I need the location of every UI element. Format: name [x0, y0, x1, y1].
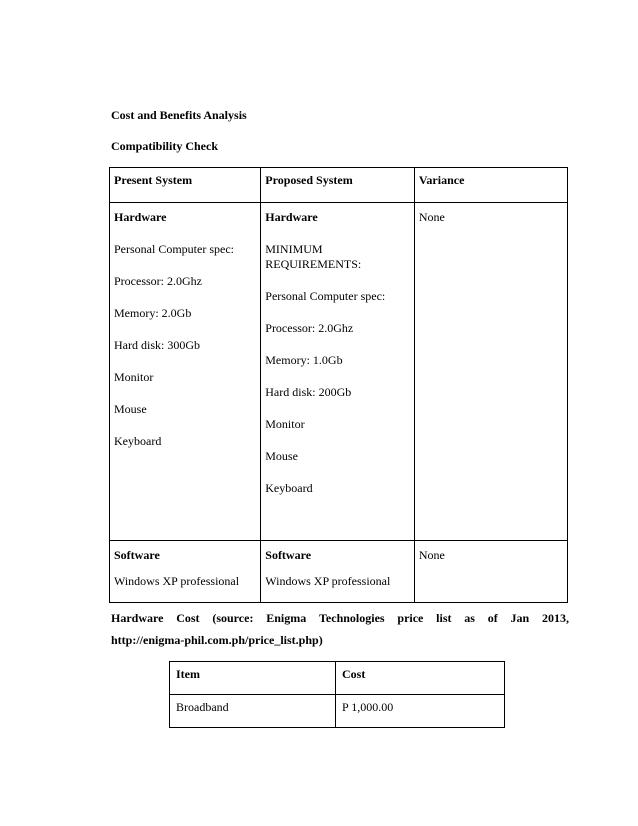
hwcost-word: (source:	[212, 611, 254, 625]
hwcost-word: Cost	[176, 611, 200, 625]
hwcost-word: of	[487, 611, 498, 625]
cell-proposed-hardware	[261, 203, 415, 541]
header-cost: Cost	[336, 662, 505, 695]
header-variance: Variance	[414, 168, 567, 203]
cell-variance-software	[414, 541, 567, 603]
cost-item-cell: Broadband	[170, 695, 336, 728]
header-present-system: Present System	[110, 168, 261, 203]
present-hw-line: Monitor	[114, 370, 154, 384]
present-hw-line: Hard disk: 300Gb	[114, 338, 200, 352]
hwcost-word: Enigma	[266, 611, 307, 625]
proposed-sw-line: Windows XP professional	[265, 574, 391, 588]
header-proposed-system: Proposed System	[261, 168, 415, 203]
present-hw-line: Processor: 2.0Ghz	[114, 274, 202, 288]
cell-present-hardware	[110, 203, 261, 541]
variance-hardware-value: None	[418, 210, 445, 224]
hwcost-word: Technologies	[319, 611, 385, 625]
compatibility-table	[109, 167, 568, 603]
proposed-software-heading: Software	[265, 548, 312, 562]
table-row-software	[110, 541, 568, 603]
section-heading-compatibility: Compatibility Check	[111, 139, 219, 153]
hwcost-word: list	[436, 611, 452, 625]
proposed-hw-line: Processor: 2.0Ghz	[265, 321, 354, 335]
proposed-hw-line: Monitor	[265, 417, 305, 431]
table-row	[170, 695, 505, 728]
hwcost-word: as	[464, 611, 475, 625]
header-item: Item	[170, 662, 336, 695]
cell-proposed-software	[261, 541, 415, 603]
proposed-hw-line: MINIMUM REQUIREMENTS:	[265, 242, 362, 271]
cost-value-cell: P 1,000.00	[336, 695, 505, 728]
hwcost-word: price	[397, 611, 424, 625]
hwcost-word: 2013,	[542, 611, 569, 625]
table-row-hardware	[110, 203, 568, 541]
present-hw-line: Personal Computer spec:	[114, 242, 234, 256]
present-hw-line: Keyboard	[114, 434, 162, 448]
cell-present-software	[110, 541, 261, 603]
proposed-hardware-heading: Hardware	[265, 210, 318, 224]
hardware-cost-paragraph	[111, 607, 569, 651]
hardware-cost-source-url: http://enigma-phil.com.ph/price_list.php)	[111, 633, 323, 647]
present-hw-line: Mouse	[114, 402, 147, 416]
page-title: Cost and Benefits Analysis	[111, 108, 247, 122]
cell-variance-hardware	[414, 203, 567, 541]
present-hardware-heading: Hardware	[114, 210, 167, 224]
present-hw-line: Memory: 2.0Gb	[114, 306, 192, 320]
table-header-row	[110, 168, 568, 203]
proposed-hw-line: Hard disk: 200Gb	[265, 385, 352, 399]
proposed-hw-line: Personal Computer spec:	[265, 289, 386, 303]
cost-table	[169, 661, 505, 728]
proposed-hw-line: Memory: 1.0Gb	[265, 353, 343, 367]
hwcost-word: Hardware	[111, 611, 164, 625]
proposed-hw-line: Keyboard	[265, 481, 313, 495]
proposed-hw-line: Mouse	[265, 449, 298, 463]
present-software-heading: Software	[114, 548, 160, 562]
present-sw-line: Windows XP professional	[114, 574, 240, 588]
variance-software-value: None	[418, 548, 445, 562]
cost-table-header-row	[170, 662, 505, 695]
hwcost-word: Jan	[510, 611, 530, 625]
hardware-cost-line1	[111, 607, 569, 629]
